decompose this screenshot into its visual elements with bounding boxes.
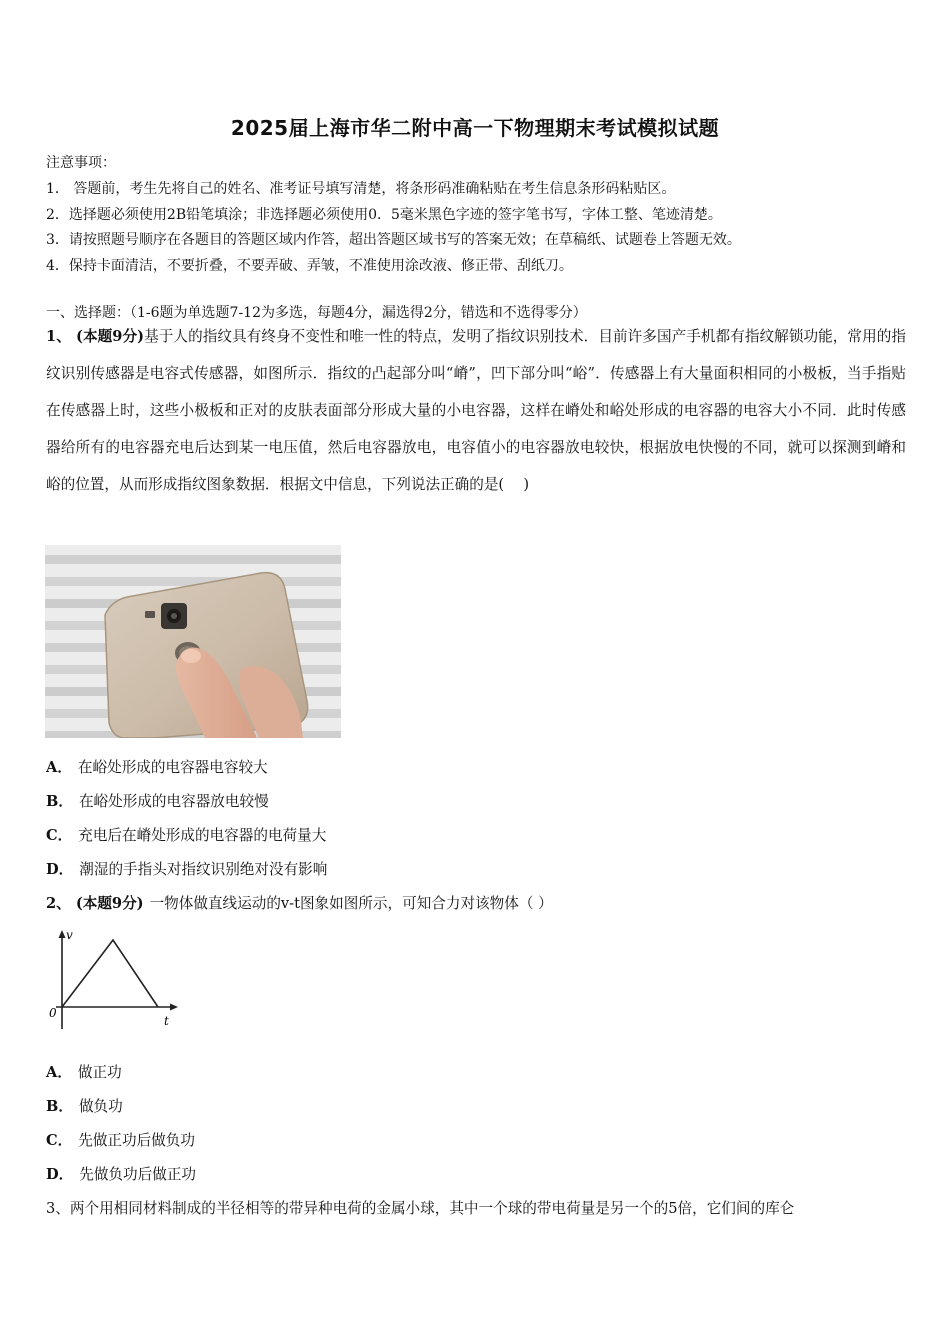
question-1-body: 基于人的指纹具有终身不变性和唯一性的特点，发明了指纹识别技术．目前许多国产手机都有指纹解锁功能，常用的指纹识别传感器是电容式传感器，如图所示．指纹的凸起部分叫“嵴”，凹下部分叫“峪”．传感器上有大量面积相同的小极板，当手指贴在传感器上时，这些小极板和正对的皮肤表面部分形成大量的小电容器，这样在嵴处和峪处形成的电容器的电容大小不同．此时传感器给所有的电容器充电后达到某一电压值，然后电容器放电，电容值小的电容器放电较快，根据放电快慢的不同，就可以探测到嵴和峪的位置，从而形成指纹图象数据．根据文中信息，下列说法正确的是( )	[46, 328, 906, 493]
vt-graph-curve	[62, 940, 158, 1007]
question-1-option-c[interactable]: C． 充电后在嵴处形成的电容器的电荷量大	[46, 827, 327, 844]
question-1-prefix: 1、 (本题9分)	[46, 328, 145, 345]
section-heading: 一、选择题：（1-6题为单选题7-12为多选，每题4分，漏选得2分，错选和不选得零分）	[46, 305, 587, 321]
question-2-option-a[interactable]: A． 做正功	[46, 1064, 122, 1081]
vt-graph-v-arrow	[59, 930, 66, 938]
question-2-option-d[interactable]: D． 先做负功后做正功	[46, 1166, 197, 1183]
vt-graph	[46, 925, 186, 1035]
notice-item-2: 2．选择题必须使用2B铅笔填涂；非选择题必须使用0．5毫米黑色字迹的签字笔书写，字体工整、笔迹清楚。	[46, 207, 722, 223]
notice-item-3: 3．请按照题号顺序在各题目的答题区域内作答，超出答题区域书写的答案无效；在草稿纸、试题卷上答题无效。	[46, 232, 741, 248]
vt-graph-v-label: v	[66, 928, 73, 942]
question-2-option-c[interactable]: C． 先做正功后做负功	[46, 1132, 195, 1149]
question-2-option-b[interactable]: B． 做负功	[46, 1098, 123, 1115]
question-1-text	[46, 318, 906, 503]
notice-heading: 注意事项：	[46, 155, 116, 171]
page-title: 2025届上海市华二附中高一下物理期末考试模拟试题	[230, 116, 720, 140]
notice-item-1: 1． 答题前，考生先将自己的姓名、准考证号填写清楚，将条形码准确粘贴在考生信息条形码粘贴区。	[46, 181, 676, 197]
vt-graph-origin-label: 0	[49, 1006, 57, 1020]
vt-graph-t-arrow	[170, 1004, 178, 1011]
question-3-text: 3、两个用相同材料制成的半径相等的带异种电荷的金属小球，其中一个球的带电荷量是另一个的5倍，它们间的库仑	[46, 1200, 795, 1217]
vt-graph-t-label: t	[164, 1014, 169, 1028]
question-2-text	[46, 892, 553, 913]
question-1-option-b[interactable]: B． 在峪处形成的电容器放电较慢	[46, 793, 269, 810]
question-1-option-d[interactable]: D． 潮湿的手指头对指纹识别绝对没有影响	[46, 861, 328, 878]
question-1-option-a[interactable]: A． 在峪处形成的电容器电容较大	[46, 759, 268, 776]
fingerprint-phone-photo	[45, 545, 341, 738]
notice-item-4: 4．保持卡面清洁，不要折叠，不要弄破、弄皱，不准使用涂改液、修正带、刮纸刀。	[46, 258, 573, 274]
question-2-prefix: 2、 (本题9分)	[46, 895, 144, 912]
question-2-body: 一物体做直线运动的v-t图象如图所示，可知合力对该物体（ ）	[149, 895, 553, 912]
